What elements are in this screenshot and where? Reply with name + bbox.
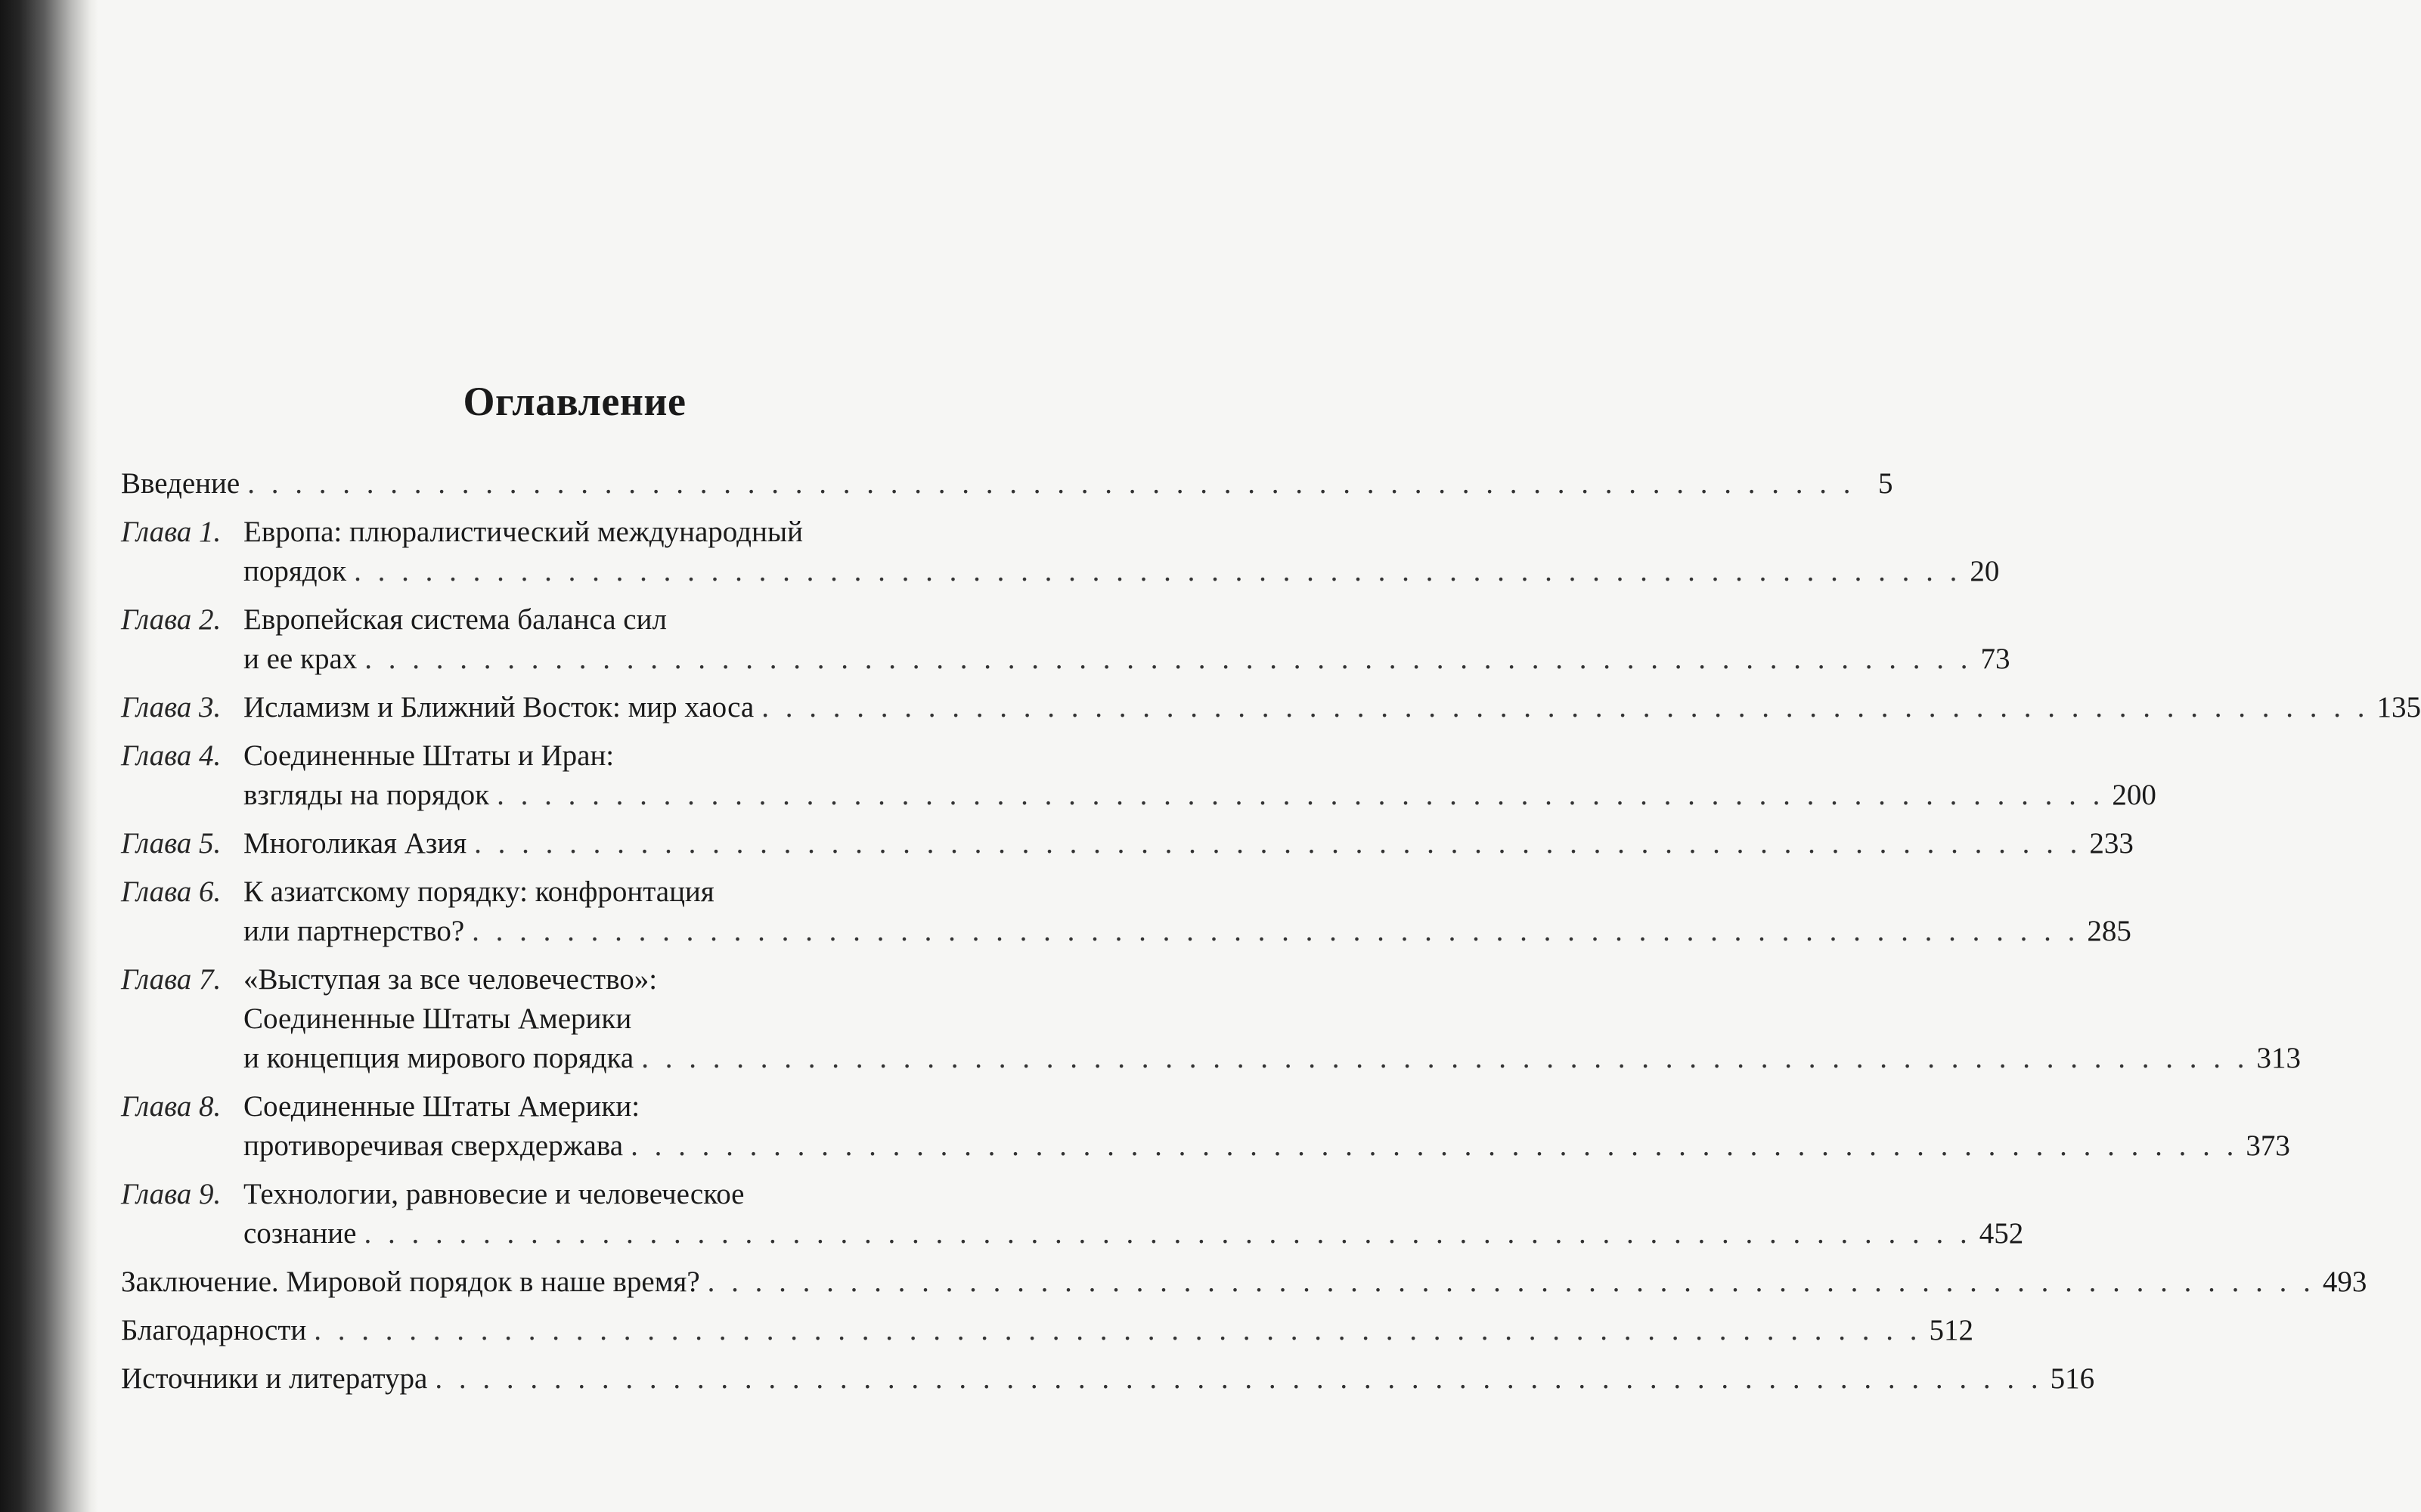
dot-leader: [472, 912, 2079, 951]
dot-leader: [364, 1214, 1971, 1253]
toc-entry-title-line: Заключение. Мировой порядок в наше время?: [121, 1266, 700, 1298]
dot-leader: [474, 824, 2082, 863]
toc-entry-leader-line: [121, 464, 1892, 503]
toc-entry-leader-line: [121, 1311, 1973, 1350]
dot-leader: [364, 640, 1972, 679]
toc-page-number: 512: [1929, 1314, 1974, 1346]
toc-entry-title-line: Технологии, равновесие и человеческое: [243, 1178, 745, 1210]
toc-chapter-label: Глава 6.: [121, 875, 222, 908]
toc-list: [121, 464, 2421, 1399]
toc-entry-title-line: или партнерство?: [243, 915, 465, 947]
toc-page-number: 135: [2376, 691, 2421, 723]
toc-entry-title-line: и ее крах: [243, 643, 358, 675]
toc-entry-title-line: Соединенные Штаты и Иран:: [243, 739, 615, 772]
toc-entry-title-line: «Выступая за все человечество»:: [243, 963, 658, 996]
toc-entry-title-line: Благодарности: [121, 1314, 307, 1346]
toc-entry-leader-line: [243, 776, 2156, 815]
toc-page-number: 373: [2246, 1129, 2290, 1162]
toc-entry-title-line: противоречивая сверхдержава: [243, 1129, 624, 1162]
toc-entry: [121, 1311, 1974, 1350]
toc-entry: [121, 824, 2134, 863]
toc-entry-title-line: и концепция мирового порядка: [243, 1042, 634, 1074]
toc-chapter-label: Глава 8.: [121, 1090, 222, 1123]
toc-entry: [121, 1263, 2367, 1302]
toc-entry: [121, 600, 2010, 679]
dot-leader: [314, 1311, 1921, 1350]
toc-entry-body: [121, 1311, 1973, 1350]
dot-leader: [497, 776, 2104, 815]
dot-leader: [354, 552, 1961, 591]
toc-entry-title-line: Соединенные Штаты Америки:: [243, 1090, 640, 1123]
toc-entry-leader-line: [243, 912, 2131, 951]
toc-entry-title-line: взгляды на порядок: [243, 779, 490, 811]
toc-entry-title-line: Многоликая Азия: [243, 827, 467, 860]
toc-entry-leader-line: [243, 1039, 2301, 1078]
toc-chapter-label: Глава 3.: [121, 691, 222, 723]
toc-chapter-label: Глава 7.: [121, 963, 222, 996]
toc-entry-leader-line: [243, 1126, 2290, 1166]
toc-entry-body: [243, 600, 2010, 679]
dot-leader: [435, 1359, 2042, 1399]
toc-entry-body: [243, 513, 1999, 591]
toc-entry-body: [243, 1087, 2290, 1166]
toc-page: [121, 378, 2421, 1408]
toc-entry: [121, 736, 2156, 815]
toc-entry-leader-line: [121, 1263, 2367, 1302]
toc-entry-title-line: порядок: [243, 555, 347, 587]
toc-page-number: 5: [1877, 467, 1893, 500]
dot-leader: [641, 1039, 2249, 1078]
toc-entry-title-line: Источники и литература: [121, 1362, 428, 1395]
toc-entry-title-line: К азиатскому порядку: конфронтация: [243, 875, 715, 908]
toc-entry-leader-line: [243, 1214, 2023, 1253]
toc-entry-title-line: Европа: плюралистический международный: [243, 516, 803, 548]
toc-entry: [121, 1087, 2290, 1166]
toc-entry-title-line: Введение: [121, 467, 240, 500]
toc-page-number: 20: [1970, 555, 2000, 587]
toc-entry-body: [121, 464, 1892, 503]
page-title: Оглавление: [463, 379, 687, 424]
toc-entry-leader-line: [243, 824, 2134, 863]
toc-entry-title-line: Европейская система баланса сил: [243, 603, 667, 636]
toc-entry-body: [243, 1175, 2023, 1253]
toc-chapter-label: Глава 4.: [121, 739, 222, 772]
toc-entry-body: [243, 824, 2134, 863]
dot-leader: [761, 688, 2369, 727]
toc-entry-title-line: сознание: [243, 1217, 357, 1250]
toc-entry-body: [121, 1263, 2367, 1302]
dot-leader: [247, 464, 1855, 503]
dot-leader: [708, 1263, 2315, 1302]
toc-entry-body: [121, 1359, 2094, 1399]
toc-entry: [121, 513, 2000, 591]
toc-entry-leader-line: [243, 640, 2010, 679]
toc-page-number: 452: [1979, 1217, 2024, 1250]
toc-entry-body: [243, 960, 2301, 1078]
toc-entry: [121, 688, 2421, 727]
toc-page-number: 73: [1980, 643, 2010, 675]
toc-chapter-label: Глава 5.: [121, 827, 222, 860]
toc-page-number: 285: [2087, 915, 2131, 947]
toc-entry: [121, 960, 2301, 1078]
toc-chapter-label: Глава 2.: [121, 603, 222, 636]
toc-entry-title-line: Соединенные Штаты Америки: [243, 1002, 632, 1035]
toc-entry: [121, 1359, 2095, 1399]
toc-page-number: 516: [2050, 1362, 2095, 1395]
toc-entry-body: [243, 736, 2156, 815]
toc-chapter-label: Глава 9.: [121, 1178, 222, 1210]
book-spine-shadow: [0, 0, 98, 1512]
toc-entry-leader-line: [243, 688, 2421, 727]
dot-leader: [631, 1126, 2238, 1166]
toc-page-number: 233: [2089, 827, 2134, 860]
toc-page-number: 200: [2112, 779, 2156, 811]
toc-entry-body: [243, 872, 2131, 951]
toc-entry: [121, 1175, 2024, 1253]
toc-entry: [121, 872, 2131, 951]
toc-entry-title-line: Исламизм и Ближний Восток: мир хаоса: [243, 691, 755, 723]
toc-chapter-label: Глава 1.: [121, 516, 222, 548]
toc-entry-body: [243, 688, 2421, 727]
toc-entry: [121, 464, 1893, 503]
toc-page-number: 313: [2256, 1042, 2301, 1074]
toc-entry-leader-line: [121, 1359, 2094, 1399]
toc-entry-leader-line: [243, 552, 1999, 591]
toc-page-number: 493: [2322, 1266, 2367, 1298]
